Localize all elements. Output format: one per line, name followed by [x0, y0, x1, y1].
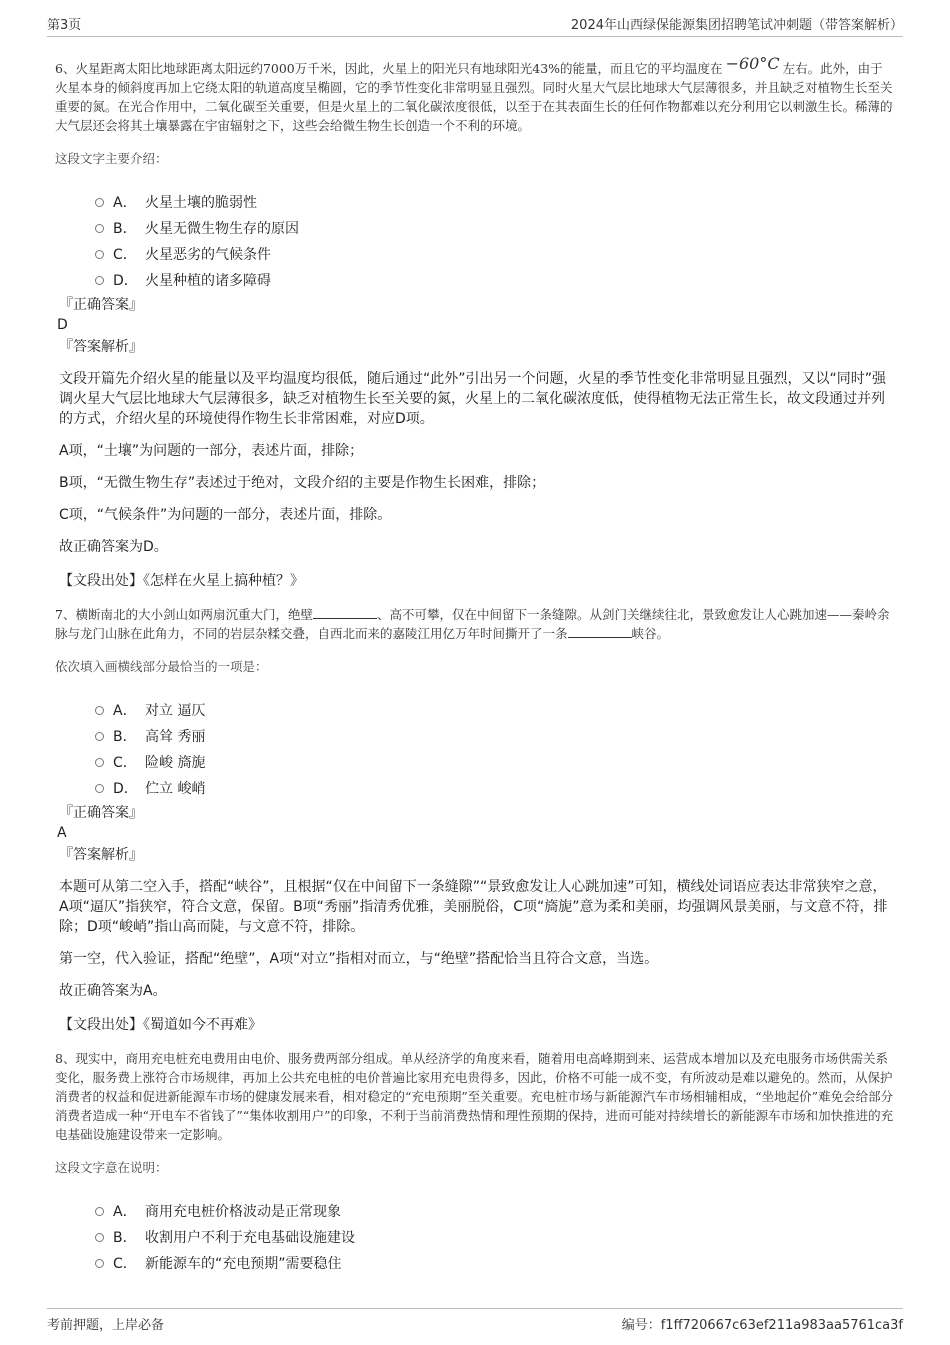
- question-7-stem-part-c: 峡谷。: [631, 626, 670, 641]
- radio-icon[interactable]: [95, 758, 104, 767]
- radio-icon[interactable]: [95, 784, 104, 793]
- question-8-stem: 8、现实中，商用充电桩充电费用由电价、服务费两部分组成。单从经济学的角度来看，随着用电高峰期到来、运营成本增加以及充电服务市场供需关系变化，服务费上涨符合市场规律，再加上公共充电桩的电价普遍比家用充电贵得多，因此，价格不可能一成不变，有所波动是难以避免的。然而，从保护消费者的权益和促进新能源车市场的健康发展来看，相对稳定的“充电预期”至关重要。充电桩市场与新能源汽车市场相辅相成，“坐地起价”难免会给部分消费者造成一种“开电车不省钱了”“集体收割用户”的印象，不利于当前消费热情和理性预期的保持，进而可能对持续增长的新能源车市场和加快推进的充电基础设施建设带来一定影响。: [55, 1051, 894, 1142]
- page-number: 第3页: [47, 18, 82, 33]
- analysis-paragraph: 故正确答案为A。: [59, 983, 167, 999]
- analysis-paragraph: C项，“气候条件”为问题的一部分，表述片面，排除。: [59, 507, 392, 523]
- fill-blank: [313, 606, 377, 619]
- option-letter: D．: [113, 273, 138, 289]
- question-6: [55, 54, 895, 591]
- option-letter: C．: [113, 755, 137, 771]
- correct-answer-label: 『正确答案』: [59, 805, 143, 821]
- question-7-stem-part-a: 7、横断南北的大小剑山如两扇沉重大门，绝壁: [55, 607, 313, 622]
- option-letter: A．: [113, 195, 137, 211]
- question-8-options: [95, 1198, 895, 1276]
- document-title: 2024年山西绿保能源集团招聘笔试冲刺题（带答案解析）: [570, 18, 903, 33]
- question-8-prompt: 这段文字意在说明：: [55, 1160, 168, 1175]
- radio-icon[interactable]: [95, 276, 104, 285]
- radio-icon[interactable]: [95, 1207, 104, 1216]
- question-7-stem-part-b: 、高不可攀，仅在中间留下一条缝隙。从剑门关继续往北，景致愈发让人心跳加速——秦岭余脉与龙门山脉在此角力，不同的岩层杂糅交叠，自西北而来的嘉陵江用亿万年时间撕开了一条: [55, 607, 890, 641]
- question-8-option-c[interactable]: [95, 1250, 895, 1276]
- question-6-options: [95, 189, 895, 293]
- radio-icon[interactable]: [95, 250, 104, 259]
- page-footer: [47, 1308, 903, 1337]
- option-letter: A．: [113, 703, 137, 719]
- analysis-paragraph: A项，“土壤”为问题的一部分，表述片面，排除；: [59, 443, 364, 459]
- question-6-analysis: [55, 369, 895, 557]
- analysis-label: 『答案解析』: [59, 847, 143, 863]
- analysis-paragraph: 故正确答案为D。: [59, 539, 168, 555]
- question-6-prompt: 这段文字主要介绍：: [55, 151, 168, 166]
- correct-answer: A: [57, 825, 67, 841]
- question-6-stem-part-b: 左右。此外，由于火星本身的倾斜度再加上它绕太阳的轨道高度呈椭圆，它的季节性变化非常明显且强烈。同时火星大气层比地球大气层薄很多，并且缺乏对植物生长至关重要的氮。在光合作用中，二氧化碳至关重要，但是火星上的二氧化碳浓度很低，以至于在其表面生长的任何作物都难以充分利用它以刺激生长。稀薄的大气层还会将其土壤暴露在宇宙辐射之下，这些会给微生物生长创造一个不利的环境。: [55, 61, 893, 133]
- question-7: [55, 605, 895, 1035]
- radio-icon[interactable]: [95, 1233, 104, 1242]
- option-letter: B．: [113, 221, 137, 237]
- question-7-option-b[interactable]: [95, 723, 895, 749]
- option-text: 火星土壤的脆弱性: [145, 195, 257, 211]
- analysis-paragraph: 文段开篇先介绍火星的能量以及平均温度均很低，随后通过“此外”引出另一个问题，火星的季节性变化非常明显且强烈，又以“同时”强调火星大气层比地球大气层薄很多，缺乏对植物生长至关要的氮，火星上的二氧化碳浓度低，使得植物无法正常生长，故文段通过并列的方式，介绍火星的环境使得作物生长非常困难，对应D项。: [59, 371, 887, 427]
- question-7-analysis: [55, 877, 895, 1001]
- question-7-option-a[interactable]: [95, 697, 895, 723]
- temperature-formula: −60°C: [725, 54, 780, 73]
- question-6-stem: [55, 54, 895, 135]
- option-text: 火星无微生物生存的原因: [145, 221, 299, 237]
- question-7-options: [95, 697, 895, 801]
- question-7-prompt: 依次填入画横线部分最恰当的一项是：: [55, 659, 268, 674]
- radio-icon[interactable]: [95, 732, 104, 741]
- option-letter: A．: [113, 1204, 137, 1220]
- question-8: [55, 1049, 895, 1276]
- correct-answer: D: [57, 317, 68, 333]
- fill-blank: [568, 625, 632, 638]
- option-text: 收割用户不利于充电基础设施建设: [145, 1230, 355, 1246]
- passage-source: 【文段出处】《怎样在火星上搞种植？》: [59, 573, 304, 589]
- radio-icon[interactable]: [95, 224, 104, 233]
- option-letter: C．: [113, 1256, 137, 1272]
- option-letter: B．: [113, 729, 137, 745]
- option-letter: C．: [113, 247, 137, 263]
- radio-icon[interactable]: [95, 198, 104, 207]
- footer-slogan: 考前押题，上岸必备: [47, 1317, 165, 1333]
- option-text: 伫立 峻峭: [145, 781, 206, 797]
- document-id: 编号：f1ff720667c63ef211a983aa5761ca3f: [621, 1317, 903, 1333]
- option-letter: D．: [113, 781, 138, 797]
- analysis-paragraph: 第一空，代入验证，搭配“绝壁”，A项“对立”指相对而立，与“绝壁”搭配恰当且符合文意，当选。: [59, 951, 659, 967]
- page-header: [47, 14, 903, 37]
- option-text: 商用充电桩价格波动是正常现象: [145, 1204, 341, 1220]
- passage-source: 【文段出处】《蜀道如今不再难》: [59, 1017, 262, 1033]
- question-8-option-b[interactable]: [95, 1224, 895, 1250]
- analysis-paragraph: B项，“无微生物生存”表述过于绝对，文段介绍的主要是作物生长困难，排除；: [59, 475, 546, 491]
- radio-icon[interactable]: [95, 1259, 104, 1268]
- question-8-option-a[interactable]: [95, 1198, 895, 1224]
- option-text: 高耸 秀丽: [145, 729, 206, 745]
- analysis-paragraph: 本题可从第二空入手，搭配“峡谷”，且根据“仅在中间留下一条缝隙”“景致愈发让人心跳加速”可知，横线处词语应表达非常狭窄之意，A项“逼仄”指狭窄，符合文意，保留。B项“秀丽”指清秀优雅，美丽脱俗，C项“旖旎”意为柔和美丽，均强调风景美丽，与文意不符，排除；D项“峻峭”指山高而陡，与文意不符，排除。: [59, 879, 888, 935]
- question-7-option-c[interactable]: [95, 749, 895, 775]
- question-7-stem: [55, 605, 895, 643]
- question-6-stem-part-a: 6、火星距离太阳比地球距离太阳远约7000万千米，因此，火星上的阳光只有地球阳光43%的能量，而且它的平均温度在: [55, 61, 723, 76]
- document-content: [55, 54, 895, 1276]
- option-text: 新能源车的“充电预期”需要稳住: [145, 1256, 342, 1272]
- option-text: 火星种植的诸多障碍: [145, 273, 271, 289]
- analysis-label: 『答案解析』: [59, 339, 143, 355]
- radio-icon[interactable]: [95, 706, 104, 715]
- question-7-option-d[interactable]: [95, 775, 895, 801]
- question-6-option-d[interactable]: [95, 267, 895, 293]
- correct-answer-label: 『正确答案』: [59, 297, 143, 313]
- question-6-option-b[interactable]: [95, 215, 895, 241]
- question-6-option-a[interactable]: [95, 189, 895, 215]
- option-letter: B．: [113, 1230, 137, 1246]
- option-text: 险峻 旖旎: [145, 755, 206, 771]
- question-6-option-c[interactable]: [95, 241, 895, 267]
- option-text: 对立 逼仄: [145, 703, 206, 719]
- option-text: 火星恶劣的气候条件: [145, 247, 271, 263]
